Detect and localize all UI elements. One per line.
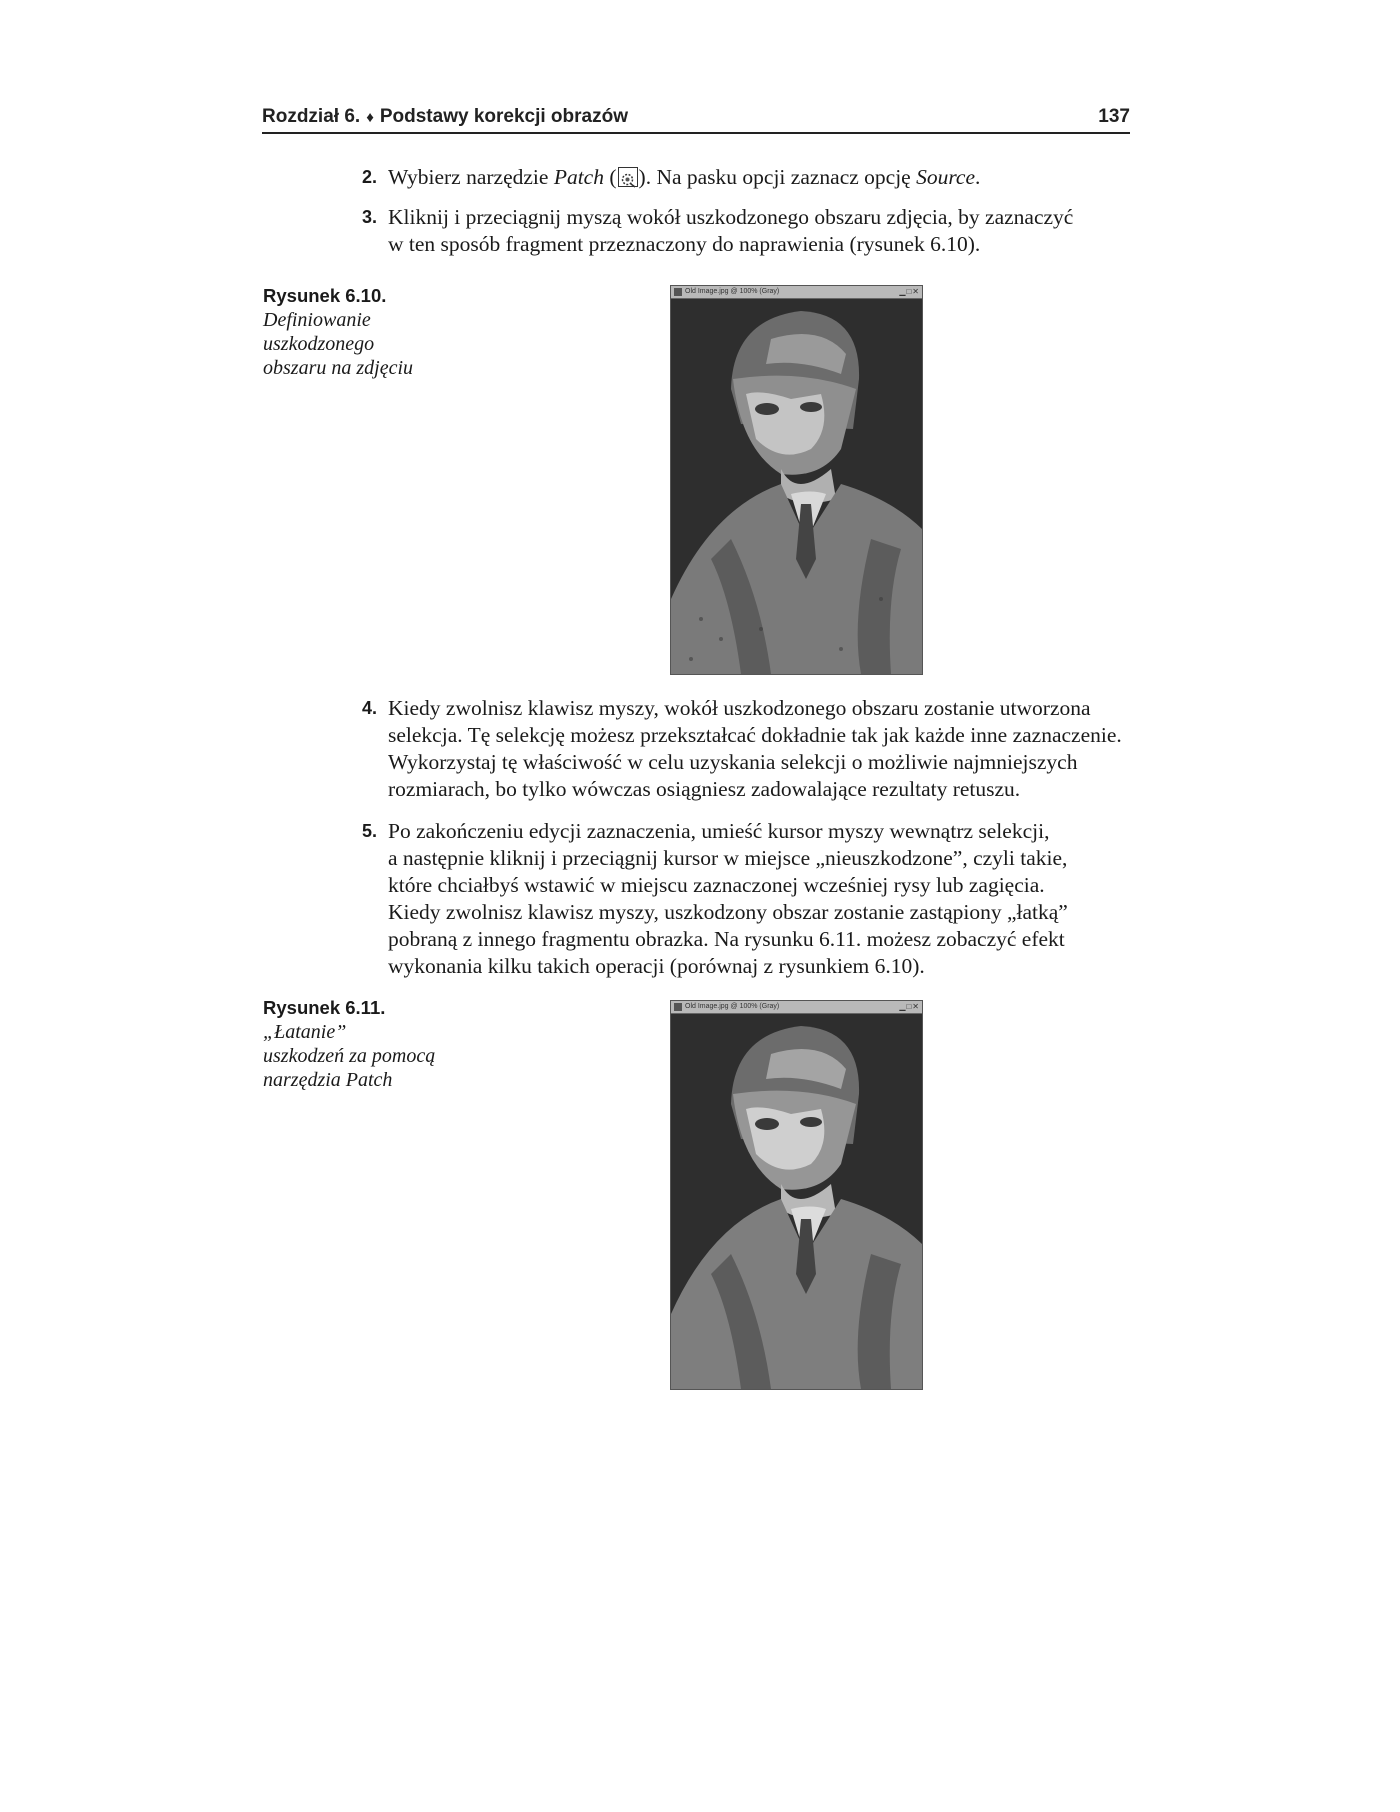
step-line: Kliknij i przeciągnij myszą wokół uszkodzonego obszaru zdjęcia, by zaznaczyć xyxy=(388,205,1074,229)
step-line: Po zakończeniu edycji zaznaczenia, umieść kursor myszy wewnątrz selekcji, xyxy=(388,819,1050,843)
window-title: Old Image.jpg @ 100% (Gray) xyxy=(685,288,780,295)
page-number: 137 xyxy=(1098,106,1130,127)
step-number: 4. xyxy=(362,698,378,718)
portrait-photo-retouched xyxy=(671,1014,922,1389)
figure-description: Definiowanie xyxy=(263,309,371,331)
chapter-label: Rozdział 6. xyxy=(262,106,361,127)
option-name: Source xyxy=(916,165,976,189)
step-line: w ten sposób fragment przeznaczony do naprawienia (rysunek 6.10). xyxy=(388,232,981,256)
photoshop-doc-icon xyxy=(674,288,682,296)
step-number: 2. xyxy=(362,167,378,187)
step-line: a następnie kliknij i przeciągnij kursor w miejsce „nieuszkodzone”, czyli takie, xyxy=(388,846,1068,870)
header-chapter-title xyxy=(262,106,628,128)
figure-caption-6-11 xyxy=(263,996,443,1092)
step-line: rozmiarach, bo tylko wówczas osiągniesz zadowalające rezultaty retuszu. xyxy=(388,777,1021,801)
step-4 xyxy=(362,695,1142,803)
step-line: wykonania kilku takich operacji (porównaj z rysunkiem 6.10). xyxy=(388,954,925,978)
image-window-titlebar xyxy=(671,286,922,299)
section-title: Podstawy korekcji obrazów xyxy=(379,106,628,127)
figure-description: obszaru na zdjęciu xyxy=(263,357,413,379)
figure-description: „Łatanie” xyxy=(263,1021,347,1043)
step-line: pobraną z innego fragmentu obrazka. Na rysunku 6.11. możesz zobaczyć efekt xyxy=(388,927,1065,951)
portrait-photo xyxy=(671,299,922,674)
page-header xyxy=(262,98,1130,134)
step-3 xyxy=(362,204,1142,258)
step-line: Wykorzystaj tę właściwość w celu uzyskania selekcji o możliwie najmniejszych xyxy=(388,750,1078,774)
step-number: 3. xyxy=(362,207,378,227)
window-controls-icon: ▁□✕ xyxy=(899,287,920,296)
step-line: Kiedy zwolnisz klawisz myszy, wokół uszkodzonego obszaru zostanie utworzona xyxy=(388,696,1091,720)
figure-caption-6-10 xyxy=(263,284,443,380)
step-2 xyxy=(362,164,1142,191)
image-window-titlebar xyxy=(671,1001,922,1014)
window-title: Old Image.jpg @ 100% (Gray) xyxy=(685,1003,780,1010)
step-line: które chciałbyś wstawić w miejscu zaznaczonej wcześniej rysy lub zagięcia. xyxy=(388,873,1045,897)
figure-6-11-window xyxy=(670,1000,923,1390)
figure-title: Rysunek 6.10. xyxy=(263,285,387,306)
step-number: 5. xyxy=(362,821,378,841)
step-text: Wybierz narzędzie Patch ( ). Na pasku opcji zaznacz opcję Source. xyxy=(388,165,981,189)
step-line: selekcja. Tę selekcję możesz przekształcać dokładnie tak jak każde inne zaznaczenie. xyxy=(388,723,1122,747)
photoshop-doc-icon xyxy=(674,1003,682,1011)
window-controls-icon: ▁□✕ xyxy=(899,1002,920,1011)
patch-tool-icon xyxy=(618,167,638,187)
figure-6-10-window xyxy=(670,285,923,675)
tool-name: Patch xyxy=(553,165,604,189)
diamond-separator: ♦ xyxy=(366,109,374,126)
figure-title: Rysunek 6.11. xyxy=(263,997,386,1018)
step-line: Kiedy zwolnisz klawisz myszy, uszkodzony obszar zostanie zastąpiony „łatką” xyxy=(388,900,1068,924)
figure-description: narzędzia Patch xyxy=(263,1069,393,1091)
figure-description: uszkodzeń za pomocą xyxy=(263,1045,436,1067)
step-5 xyxy=(362,818,1142,980)
figure-description: uszkodzonego xyxy=(263,333,375,355)
